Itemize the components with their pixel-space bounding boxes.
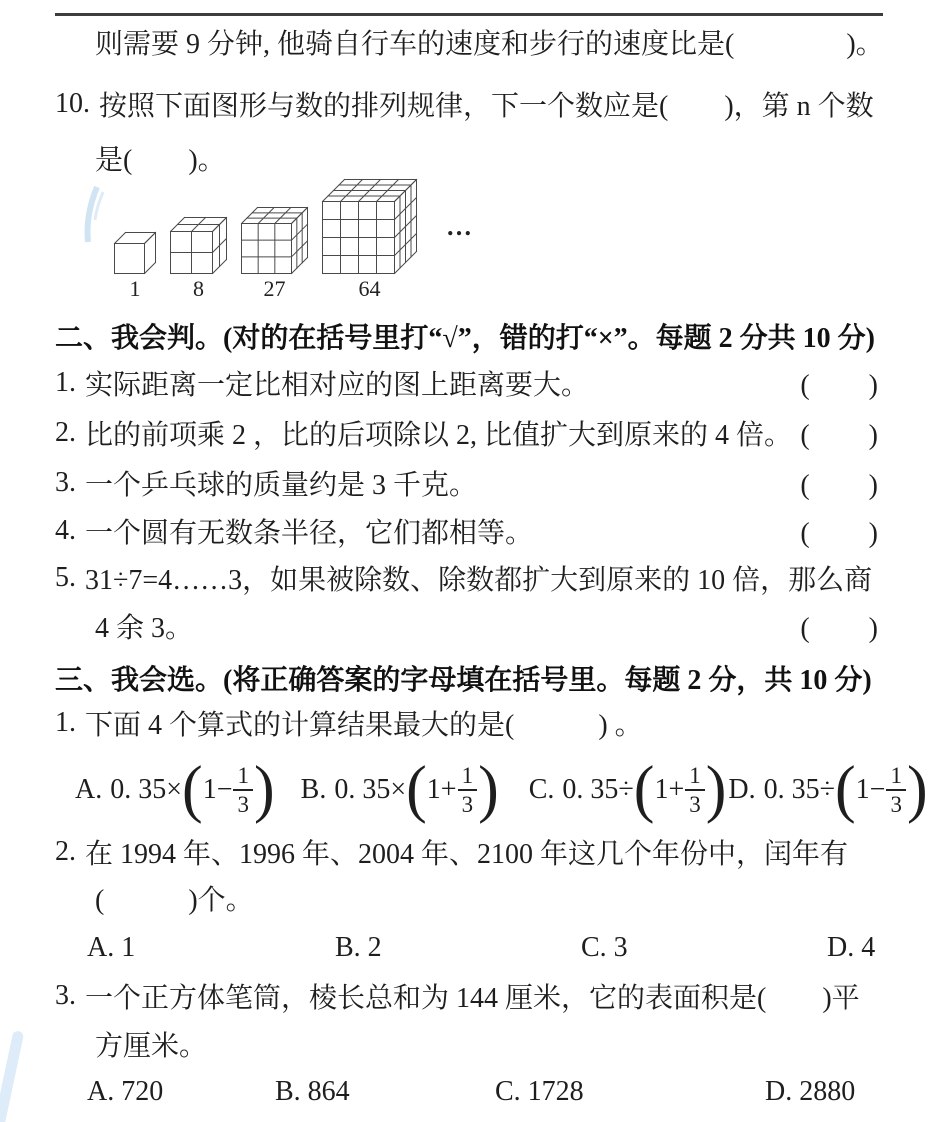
item-text: 方厘米。 [95,1031,208,1062]
page-content [55,0,928,1122]
item-number: 3. [55,467,76,498]
fraction [886,764,906,816]
cube-sequence-figure [55,180,474,300]
question-text: 则需要 9 分钟, 他骑自行车的速度和步行的速度比是( )。 [95,29,884,60]
judge-item-5-line2 [55,602,889,650]
operator: × [390,773,407,805]
choice-D [728,753,928,825]
choice-B [300,753,499,825]
fraction-denominator: 3 [689,791,701,817]
cube-label: 1 [129,276,141,301]
choice-A: A. 1 [87,932,136,963]
fraction-denominator: 3 [461,791,474,817]
coefficient: 0. 35 [562,773,619,805]
section-3-heading [55,654,889,702]
fraction-numerator: 1 [458,764,478,791]
inner-term: 1− [202,773,233,805]
inner-term: 1− [855,773,886,805]
fraction-numerator: 1 [886,764,906,791]
choice-label: A. [75,773,103,805]
choice-item-3-line2 [55,1020,889,1068]
question-10-line1 [55,80,889,128]
inner-term: 1+ [426,773,457,805]
left-paren: ( [835,753,856,825]
answer-blank: ( ) [800,613,879,644]
item-number: 1. [55,367,76,398]
item-text: 比的前项乘 2 ，比的后项除以 2, 比值扩大到原来的 4 倍。 [85,420,793,451]
coefficient: 0. 35 [334,773,391,805]
operator: ÷ [819,773,836,805]
fraction-numerator: 1 [685,764,705,791]
judge-item-1 [55,359,889,407]
judge-item-2 [55,409,889,457]
item-number: 1. [55,707,76,738]
question-text: 是( )。 [95,145,226,176]
cube-1x1x1-icon [113,231,157,275]
answer-blank: ( ) [800,420,879,451]
cube-label: 8 [193,276,204,301]
right-paren: ) [253,753,275,825]
section-2-heading [55,312,889,360]
item-text: 下面 4 个算式的计算结果最大的是( ) 。 [85,710,643,741]
item-number: 3. [55,980,76,1011]
cube-3x3x3-icon [240,206,309,275]
coefficient: 0. 35 [110,773,167,805]
choice-D: D. 2880 [765,1076,856,1107]
watermark-mark [81,184,107,246]
cube-label: 64 [358,276,381,301]
item-number: 4. [55,515,76,546]
heading-text: 二、我会判。(对的在括号里打“√”，错的打“×”。每题 2 分共 10 分) [55,323,875,354]
item-text: 31÷7=4……3，如果被除数、除数都扩大到原来的 10 倍，那么商 [85,565,873,596]
choice-D: D. 4 [827,932,876,963]
right-paren: ) [906,753,928,825]
operator: ÷ [618,773,634,805]
choice-item-3-line1 [55,972,889,1020]
item-number: 2. [55,417,76,448]
item-text: 一个乒乓球的质量约是 3 千克。 [85,470,478,501]
item-number: 5. [55,562,76,593]
left-paren: ( [406,753,427,825]
fraction [458,764,478,816]
choice-A [75,753,275,825]
left-paren: ( [182,753,203,825]
item-number: 2. [55,836,76,867]
item-text: 在 1994 年、1996 年、2004 年、2100 年这几个年份中，闰年有 [85,839,849,870]
answer-blank: ( ) [800,470,879,501]
fraction [233,764,253,816]
choice-C: C. 1728 [495,1076,584,1107]
cube-1-block [113,231,157,300]
item-text: ( )个。 [95,885,254,916]
choice-item-3-options [55,1068,889,1116]
cube-3-block [240,206,309,300]
choice-item-2-line2 [55,874,889,922]
choice-label: C. [528,773,555,805]
choice-item-1 [55,699,889,747]
choice-C: C. 3 [581,932,628,963]
fraction [685,764,705,816]
choice-item-2-line1 [55,828,889,876]
heading-text: 三、我会选。(将正确答案的字母填在括号里。每题 2 分，共 10 分) [55,665,872,696]
judge-item-3 [55,459,889,507]
question-10-line2 [55,134,889,182]
fraction-denominator: 3 [890,791,902,817]
operator: × [166,773,183,805]
judge-item-5-line1 [55,554,889,602]
cube-2x2x2-icon [169,216,228,275]
choice-B: B. 2 [335,932,382,963]
cube-4-block [321,178,418,300]
question-text: 按照下面图形与数的排列规律，下一个数应是( )，第 n 个数 [99,91,874,122]
choice-B: B. 864 [275,1076,350,1107]
question-9-continuation [55,18,889,66]
answer-blank: ( ) [800,370,879,401]
corner-watermark [0,1030,24,1122]
item-text: 一个正方体笔筒，棱长总和为 144 厘米，它的表面积是( )平 [85,983,860,1014]
right-paren: ) [705,753,727,825]
cube-2-block [169,216,228,300]
choice-A: A. 720 [87,1076,164,1107]
cube-label: 27 [263,276,286,301]
coefficient: 0. 35 [763,773,820,805]
fraction-denominator: 3 [237,791,249,817]
choice-label: D. [728,773,756,805]
inner-term: 1+ [654,773,685,805]
sequence-ellipsis: … [446,212,474,241]
left-paren: ( [633,753,655,825]
cube-4x4x4-icon [321,178,418,275]
item-text: 4 余 3。 [95,613,194,644]
item-text: 实际距离一定比相对应的图上距离要大。 [85,370,590,401]
choice-item-2-options [55,924,889,972]
answer-blank: ( ) [800,518,879,549]
choice-item-1-options [55,748,928,832]
choice-C [528,753,727,825]
choice-label: B. [300,773,327,805]
right-paren: ) [478,753,499,825]
question-number: 10. [55,88,90,119]
fraction-numerator: 1 [233,764,253,791]
item-text: 一个圆有无数条半径，它们都相等。 [85,518,534,549]
judge-item-4 [55,507,889,555]
